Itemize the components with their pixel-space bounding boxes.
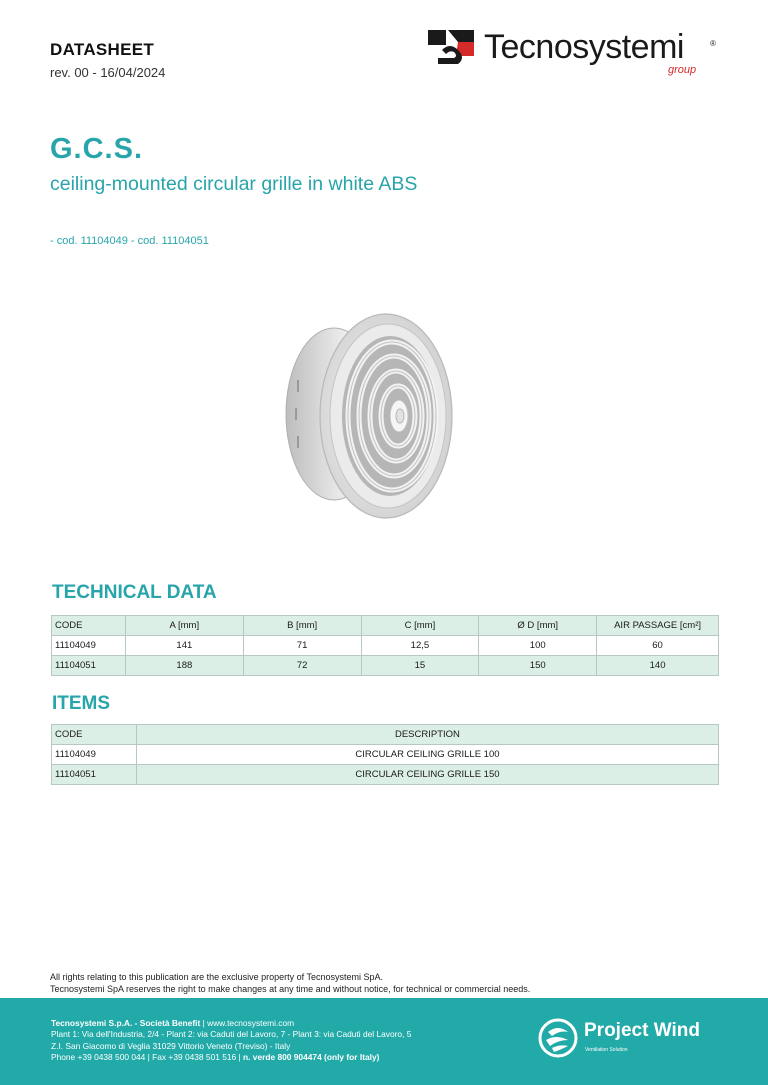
header-cell: DESCRIPTION bbox=[136, 725, 718, 745]
table-cell: 140 bbox=[597, 656, 719, 676]
table-row bbox=[52, 636, 719, 656]
table-row bbox=[52, 656, 719, 676]
header-cell: A [mm] bbox=[125, 616, 243, 636]
table-cell: 141 bbox=[125, 636, 243, 656]
table-cell: 100 bbox=[479, 636, 597, 656]
technical-data-table bbox=[51, 615, 719, 676]
table-cell: 11104049 bbox=[52, 636, 126, 656]
product-codes: - cod. 11104049 - cod. 11104051 bbox=[50, 235, 209, 247]
footer-toll-free: n. verde 800 904474 (only for Italy) bbox=[243, 1051, 380, 1062]
logo-registered: ® bbox=[710, 39, 716, 48]
table-cell: 11104049 bbox=[52, 745, 137, 765]
project-wind-logo bbox=[538, 1018, 728, 1058]
table-cell: 71 bbox=[243, 636, 361, 656]
header-cell: AIR PASSAGE [cm²] bbox=[597, 616, 719, 636]
footer-phone: Phone +39 0438 500 044 | Fax +39 0438 501 516 | bbox=[51, 1051, 244, 1062]
header-cell: CODE bbox=[52, 725, 137, 745]
project-wind-logo-icon bbox=[538, 1018, 578, 1058]
doc-type: DATASHEET bbox=[50, 40, 155, 59]
table-cell: 188 bbox=[125, 656, 243, 676]
table-cell: 12,5 bbox=[361, 636, 479, 656]
table-cell: 15 bbox=[361, 656, 479, 676]
table-cell: 11104051 bbox=[52, 656, 126, 676]
table-cell: 11104051 bbox=[52, 765, 137, 785]
header-cell: Ø D [mm] bbox=[479, 616, 597, 636]
footer-phone-line bbox=[51, 1052, 411, 1063]
project-wind-name: Project Wind bbox=[584, 1020, 700, 1041]
rights-line: All rights relating to this publication are the exclusive property of Tecnosystemi SpA. bbox=[50, 972, 383, 982]
footer-plants: Plant 1: Via dell'Industria, 2/4 - Plant 2: via Caduti del Lavoro, 7 - Plant 3: via Caduti del Lavoro, 5 bbox=[51, 1029, 412, 1040]
table-cell: 150 bbox=[479, 656, 597, 676]
footer-company: Tecnosystemi S.p.A. - Società Benefit bbox=[51, 1018, 201, 1028]
tecnosystemi-logo-icon bbox=[428, 28, 480, 72]
footer-company-line bbox=[51, 1018, 411, 1029]
header-cell: B [mm] bbox=[243, 616, 361, 636]
logo-name: Tecnosystemi bbox=[484, 28, 684, 66]
technical-data-title: TECHNICAL DATA bbox=[52, 582, 217, 603]
project-wind-tagline: Ventilation Solution bbox=[585, 1047, 628, 1053]
items-table bbox=[51, 724, 719, 785]
table-row bbox=[52, 765, 719, 785]
table-cell: CIRCULAR CEILING GRILLE 100 bbox=[136, 745, 718, 765]
footer-contact bbox=[51, 1018, 411, 1063]
table-cell: 72 bbox=[243, 656, 361, 676]
tecnosystemi-logo bbox=[428, 28, 728, 82]
header bbox=[50, 40, 165, 80]
table-row bbox=[52, 745, 719, 765]
product-title: G.C.S. bbox=[50, 133, 144, 165]
logo-group: group bbox=[668, 64, 697, 76]
header-cell: C [mm] bbox=[361, 616, 479, 636]
table-header-row bbox=[52, 616, 719, 636]
header-cell: CODE bbox=[52, 616, 126, 636]
rights-notice bbox=[50, 971, 530, 995]
revision: rev. 00 - 16/04/2024 bbox=[50, 65, 166, 80]
table-cell: CIRCULAR CEILING GRILLE 150 bbox=[136, 765, 718, 785]
footer bbox=[0, 998, 768, 1085]
footer-website[interactable]: | www.tecnosystemi.com bbox=[200, 1018, 295, 1028]
table-header-row bbox=[52, 725, 719, 745]
product-grille-image bbox=[282, 310, 454, 522]
table-cell: 60 bbox=[597, 636, 719, 656]
footer-address: Z.I. San Giacomo di Veglia 31029 Vittorio Veneto (Treviso) - Italy bbox=[51, 1040, 291, 1051]
rights-line: Tecnosystemi SpA reserves the right to make changes at any time and without notice, for technical or commercial needs. bbox=[50, 984, 531, 994]
items-title: ITEMS bbox=[52, 693, 111, 714]
product-subtitle: ceiling-mounted circular grille in white ABS bbox=[50, 173, 418, 195]
